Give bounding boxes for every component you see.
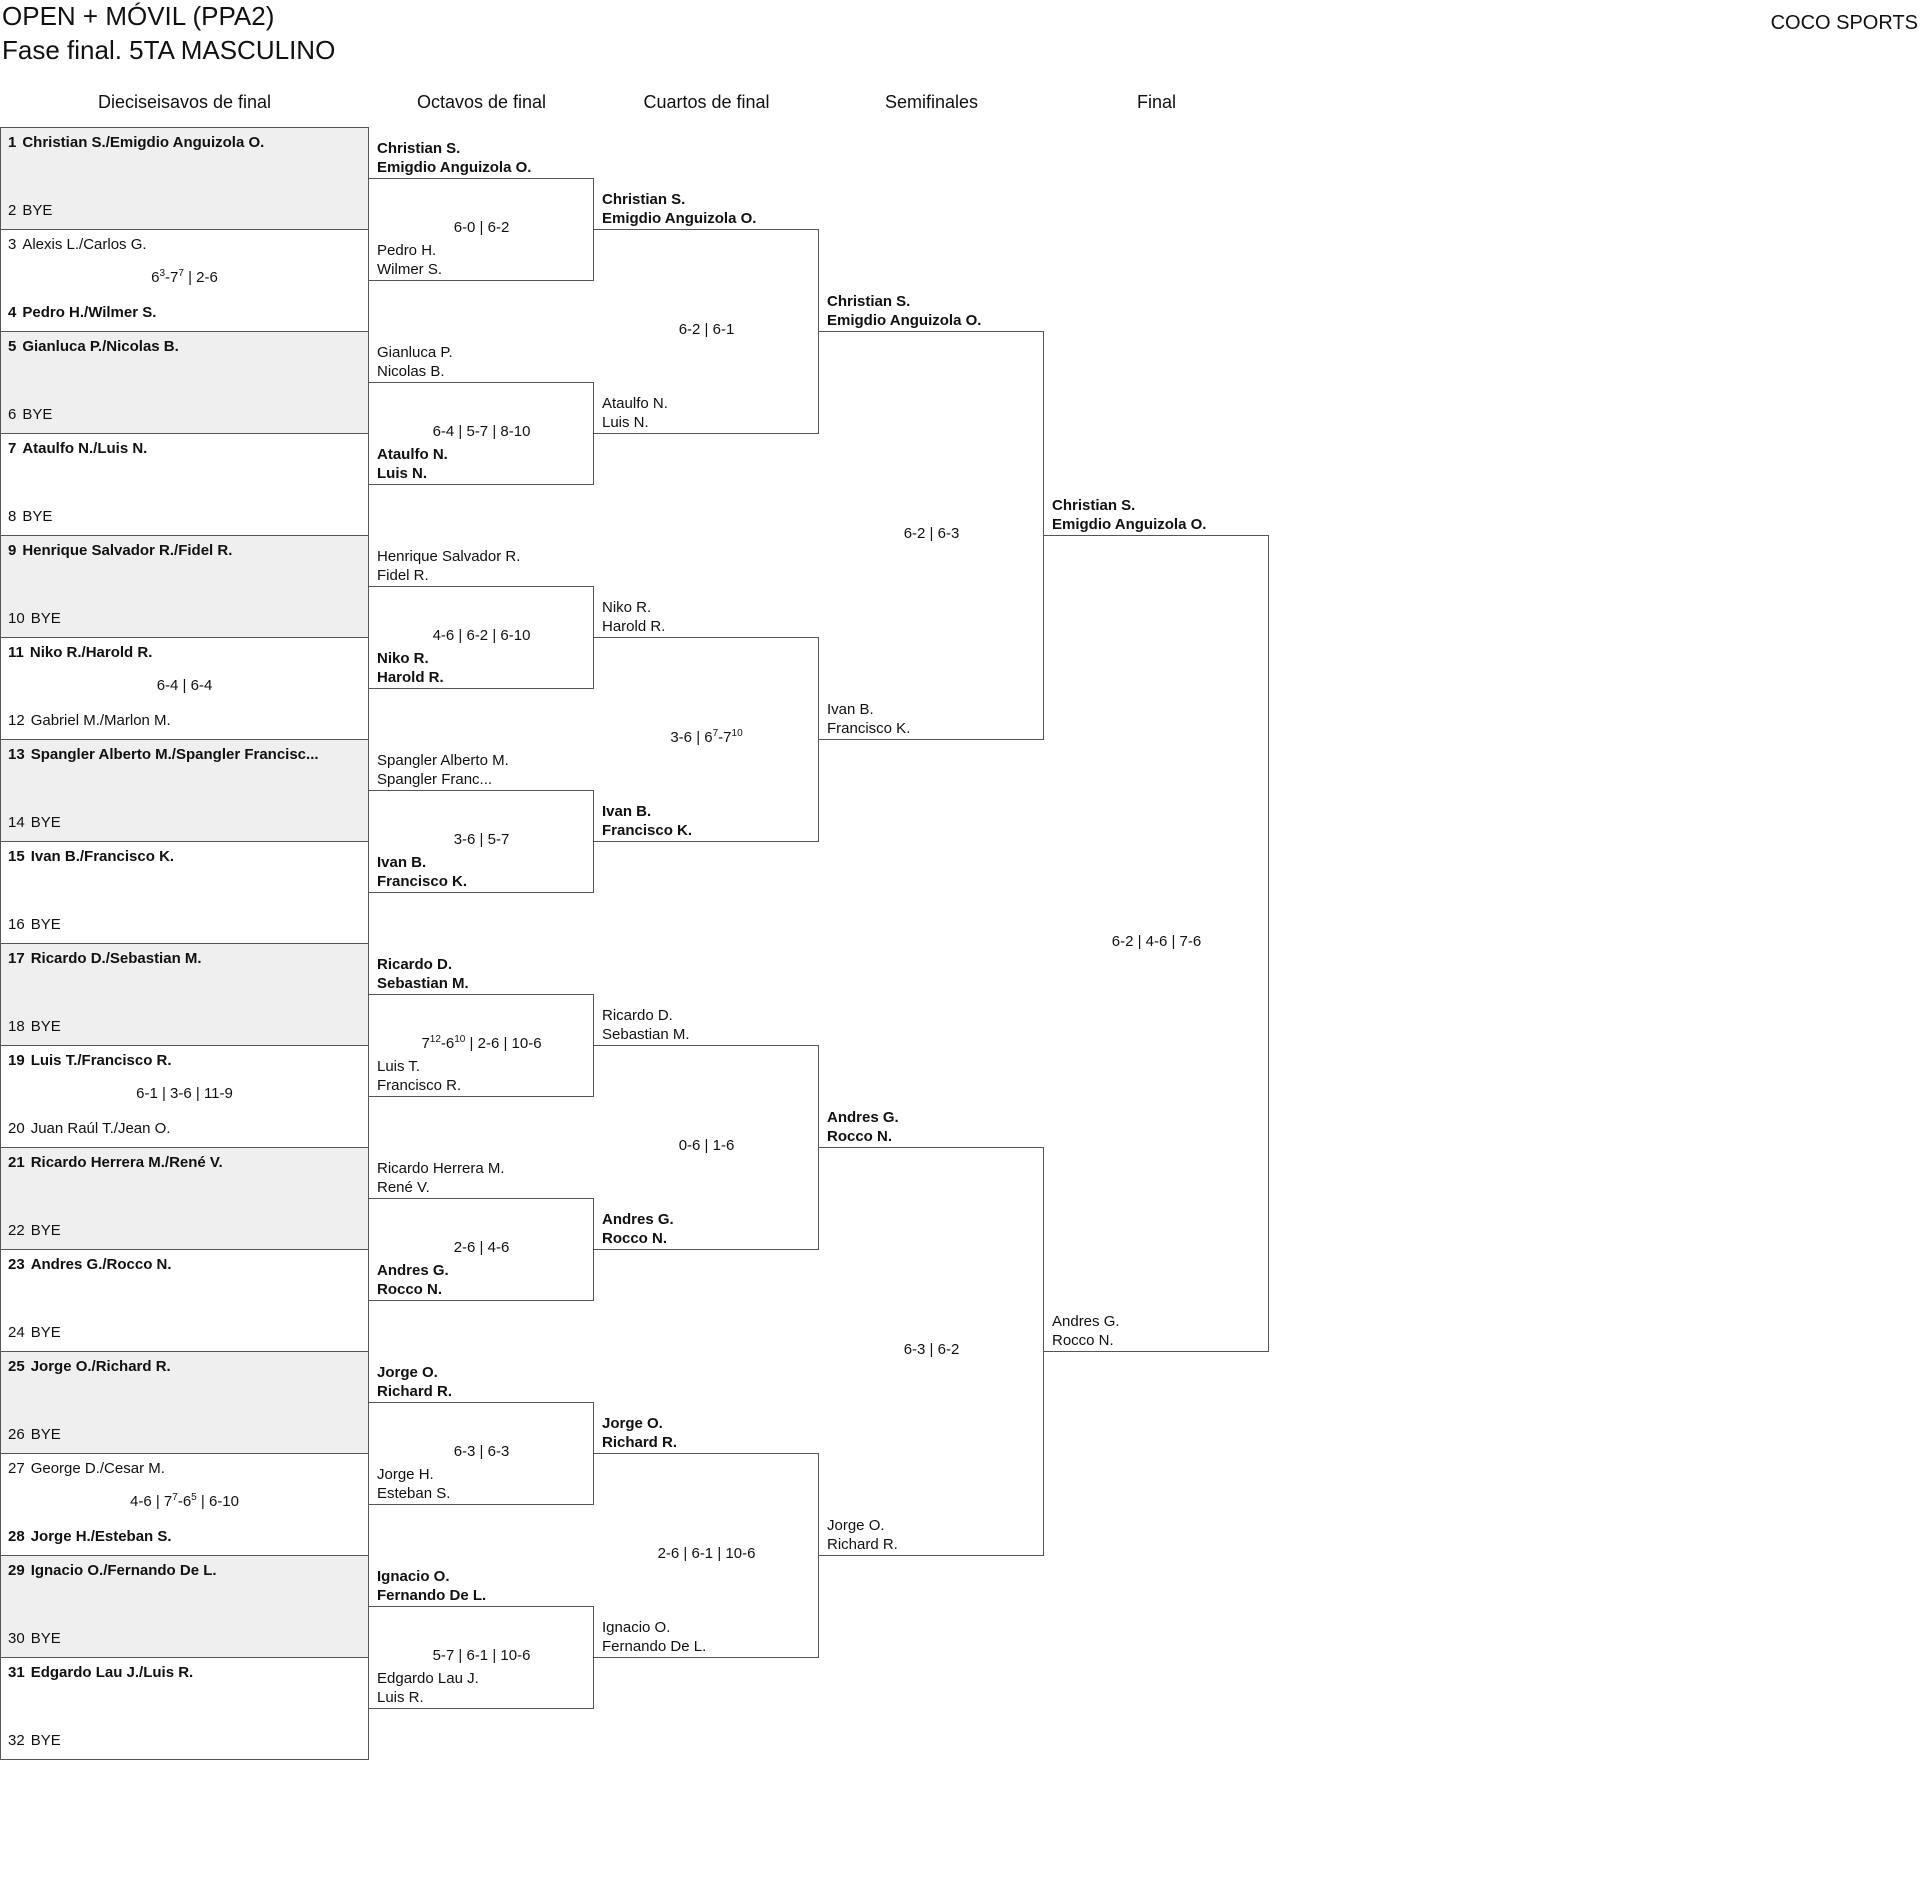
team-name: Ricardo D./Sebastian M. (30, 950, 202, 967)
seed-number: 2 (8, 202, 17, 219)
player-name: Andres G. (377, 1262, 449, 1279)
seed-number: 4 (8, 304, 17, 321)
seed-number: 12 (8, 712, 25, 729)
player-name: René V. (377, 1179, 430, 1196)
seed-number: 13 (8, 746, 25, 763)
r1-seed-top[interactable] (8, 1358, 171, 1375)
r2-score: $7^{12}-6^{10}$ | 2-6 | 10-6 (421, 1034, 542, 1052)
team-name: BYE (22, 202, 53, 219)
seed-number: 29 (8, 1562, 25, 1579)
r1-seed-top[interactable] (8, 542, 232, 559)
team-name: BYE (30, 1630, 61, 1647)
player-name: Francisco K. (827, 720, 911, 737)
r4-team-top[interactable] (827, 1108, 899, 1146)
player-name: Harold R. (377, 669, 444, 686)
player-name: Francisco K. (377, 873, 468, 890)
r3-team-bottom[interactable] (602, 1618, 706, 1656)
r2-team-top[interactable] (377, 1567, 486, 1605)
r3-team-top[interactable] (602, 1414, 677, 1452)
team-name: Alexis L./Carlos G. (22, 236, 147, 253)
r4-team-top[interactable] (827, 292, 981, 330)
seed-number: 10 (8, 610, 25, 627)
team-name: Juan Raúl T./Jean O. (30, 1120, 171, 1137)
r1-seed-top[interactable] (8, 848, 174, 865)
player-name: Andres G. (827, 1109, 899, 1126)
r1-seed-top[interactable] (8, 134, 264, 151)
brand-name: COCO SPORTS (1770, 12, 1918, 34)
r1-seed-top[interactable] (8, 1664, 193, 1681)
r1-seed-top[interactable] (8, 440, 147, 457)
player-name: Luis N. (602, 414, 649, 431)
seed-number: 7 (8, 440, 17, 457)
r3-team-bottom[interactable] (602, 394, 668, 432)
player-name: Ricardo Herrera M. (377, 1160, 505, 1177)
r1-seed-bottom[interactable] (8, 1426, 61, 1443)
player-name: Andres G. (1052, 1313, 1120, 1330)
r2-team-bottom[interactable] (377, 649, 444, 687)
team-name: Jorge H./Esteban S. (30, 1528, 172, 1545)
player-name: Ignacio O. (602, 1619, 671, 1636)
seed-number: 3 (8, 236, 17, 253)
r1-score: 4-6 | $7^7-6^5$ | 6-10 (130, 1492, 239, 1510)
r3-score: 3-6 | $6^7-7^{10}$ (670, 728, 743, 746)
team-name: Ataulfo N./Luis N. (22, 440, 148, 457)
r3-score: 2-6 | 6-1 | 10-6 (657, 1545, 756, 1562)
seed-number: 28 (8, 1528, 25, 1545)
team-name: BYE (30, 814, 61, 831)
player-name: Fernando De L. (602, 1638, 707, 1655)
seed-number: 8 (8, 508, 17, 525)
player-name: Ivan B. (827, 701, 874, 718)
r3-team-top[interactable] (602, 1006, 690, 1044)
seed-number: 16 (8, 916, 25, 933)
r2-team-bottom[interactable] (377, 853, 467, 891)
r5-score: 6-2 | 4-6 | 7-6 (1111, 933, 1202, 950)
seed-number: 25 (8, 1358, 25, 1375)
r2-score: 6-3 | 6-3 (453, 1443, 510, 1460)
r1-seed-bottom[interactable] (8, 712, 171, 729)
team-name: Niko R./Harold R. (29, 644, 153, 661)
team-name: BYE (30, 610, 61, 627)
player-name: Jorge O. (827, 1517, 885, 1534)
r1-seed-top[interactable] (8, 1052, 172, 1069)
player-name: Emigdio Anguizola O. (377, 159, 532, 176)
r1-seed-top[interactable] (8, 1460, 165, 1477)
player-name: Richard R. (377, 1383, 453, 1400)
round-header-r3: Cuartos de final (643, 92, 770, 112)
player-name: Jorge O. (602, 1415, 663, 1432)
seed-number: 31 (8, 1664, 25, 1681)
r3-team-top[interactable] (602, 190, 756, 228)
player-name: Richard R. (827, 1536, 898, 1553)
seed-number: 22 (8, 1222, 25, 1239)
player-name: Emigdio Anguizola O. (1052, 516, 1207, 533)
r2-score: 6-4 | 5-7 | 8-10 (432, 423, 531, 440)
seed-number: 17 (8, 950, 25, 967)
player-name: Fidel R. (377, 567, 429, 584)
r4-score: 6-3 | 6-2 (903, 1341, 960, 1358)
team-name: Christian S./Emigdio Anguizola O. (22, 134, 265, 151)
r1-score: 6-1 | 3-6 | 11-9 (136, 1085, 233, 1102)
seed-number: 30 (8, 1630, 25, 1647)
round-header-r1: Dieciseisavos de final (97, 92, 272, 112)
player-name: Christian S. (827, 293, 911, 310)
player-name: Luis T. (377, 1058, 421, 1075)
player-name: Sebastian M. (602, 1026, 690, 1043)
r2-score: 5-7 | 6-1 | 10-6 (432, 1647, 531, 1664)
team-name: Andres G./Rocco N. (30, 1256, 172, 1273)
r2-team-top[interactable] (377, 1159, 505, 1197)
seed-number: 24 (8, 1324, 25, 1341)
player-name: Henrique Salvador R. (377, 548, 521, 565)
r2-team-top[interactable] (377, 751, 509, 789)
player-name: Spangler Franc... (377, 771, 493, 788)
player-name: Niko R. (602, 599, 652, 616)
team-name: Henrique Salvador R./Fidel R. (22, 542, 233, 559)
r1-seed-bottom[interactable] (8, 1732, 61, 1749)
r1-score: $6^3-7^7$ | 2-6 (151, 268, 218, 286)
player-name: Ignacio O. (377, 1568, 450, 1585)
player-name: Ricardo D. (377, 956, 453, 973)
r3-score: 6-2 | 6-1 (678, 321, 735, 338)
team-name: BYE (30, 1426, 61, 1443)
seed-number: 9 (8, 542, 17, 559)
team-name: Ivan B./Francisco K. (30, 848, 175, 865)
player-name: Francisco R. (377, 1077, 462, 1094)
player-name: Spangler Alberto M. (377, 752, 509, 769)
r2-team-top[interactable] (377, 343, 453, 381)
r2-team-bottom[interactable] (377, 1057, 461, 1095)
player-name: Andres G. (602, 1211, 674, 1228)
player-name: Niko R. (377, 650, 429, 667)
phase-subtitle: Fase final. 5TA MASCULINO (2, 35, 336, 65)
team-name: Spangler Alberto M./Spangler Francisc... (30, 746, 319, 763)
team-name: BYE (22, 406, 53, 423)
r1-seed-bottom[interactable] (8, 304, 156, 321)
r2-score: 3-6 | 5-7 (453, 831, 510, 848)
round-header-r4: Semifinales (884, 92, 979, 112)
player-name: Rocco N. (827, 1128, 893, 1145)
player-name: Ivan B. (377, 854, 427, 871)
player-name: Luis R. (377, 1689, 424, 1706)
r1-seed-top[interactable] (8, 644, 152, 661)
team-name: Edgardo Lau J./Luis R. (30, 1664, 194, 1681)
player-name: Luis N. (377, 465, 428, 482)
r4-score: 6-2 | 6-3 (903, 525, 960, 542)
r1-seed-bottom[interactable] (8, 1018, 61, 1035)
seed-number: 32 (8, 1732, 25, 1749)
team-name: Pedro H./Wilmer S. (22, 304, 157, 321)
r3-team-top[interactable] (602, 598, 665, 636)
r5-team-bottom[interactable] (1052, 1312, 1120, 1350)
r1-seed-top[interactable] (8, 950, 202, 967)
r2-team-bottom[interactable] (377, 1465, 450, 1503)
r5-team-top[interactable] (1052, 496, 1206, 534)
player-name: Jorge H. (377, 1466, 434, 1483)
player-name: Edgardo Lau J. (377, 1670, 479, 1687)
player-name: Rocco N. (1052, 1332, 1114, 1349)
seed-number: 23 (8, 1256, 25, 1273)
player-name: Emigdio Anguizola O. (827, 312, 982, 329)
r2-team-top[interactable] (377, 547, 520, 585)
team-name: George D./Cesar M. (30, 1460, 165, 1477)
seed-number: 6 (8, 406, 17, 423)
player-name: Ataulfo N. (602, 395, 668, 412)
player-name: Christian S. (602, 191, 686, 208)
r1-seed-bottom[interactable] (8, 1222, 61, 1239)
round-header-r5: Final (1136, 92, 1176, 112)
r2-team-top[interactable] (377, 1363, 452, 1401)
r1-seed-top[interactable] (8, 1562, 217, 1579)
player-name: Esteban S. (377, 1485, 451, 1502)
r2-score: 2-6 | 4-6 (453, 1239, 510, 1256)
seed-number: 11 (8, 644, 24, 661)
r1-seed-top[interactable] (8, 338, 179, 355)
team-name: BYE (22, 508, 53, 525)
r2-team-bottom[interactable] (377, 445, 448, 483)
player-name: Gianluca P. (377, 344, 453, 361)
seed-number: 15 (8, 848, 25, 865)
r2-team-bottom[interactable] (377, 1261, 449, 1299)
r1-seed-top[interactable] (8, 236, 147, 253)
player-name: Pedro H. (377, 242, 437, 259)
r2-team-bottom[interactable] (377, 1669, 479, 1707)
player-name: Emigdio Anguizola O. (602, 210, 757, 227)
player-name: Ricardo D. (602, 1007, 673, 1024)
r1-seed-top[interactable] (8, 746, 319, 763)
player-name: Francisco K. (602, 822, 693, 839)
player-name: Christian S. (377, 140, 461, 157)
r1-seed-top[interactable] (8, 1256, 172, 1273)
team-name: Luis T./Francisco R. (30, 1052, 172, 1069)
r1-seed-bottom[interactable] (8, 1630, 61, 1647)
r1-score: 6-4 | 6-4 (156, 677, 213, 694)
team-name: Ignacio O./Fernando De L. (30, 1562, 217, 1579)
seed-number: 20 (8, 1120, 25, 1137)
r2-team-top[interactable] (377, 139, 531, 177)
r1-seed-bottom[interactable] (8, 406, 52, 423)
player-name: Nicolas B. (377, 363, 445, 380)
team-name: BYE (30, 916, 61, 933)
seed-number: 27 (8, 1460, 25, 1477)
player-name: Rocco N. (377, 1281, 443, 1298)
team-name: Ricardo Herrera M./René V. (30, 1154, 223, 1171)
r2-score: 6-0 | 6-2 (453, 219, 510, 236)
r4-team-bottom[interactable] (827, 1516, 898, 1554)
r2-score: 4-6 | 6-2 | 6-10 (432, 627, 531, 644)
r1-seed-bottom[interactable] (8, 1120, 171, 1137)
r4-team-bottom[interactable] (827, 700, 910, 738)
team-name: Gianluca P./Nicolas B. (22, 338, 179, 355)
seed-number: 21 (8, 1154, 25, 1171)
tournament-title: OPEN + MÓVIL (PPA2) (2, 1, 275, 31)
r1-seed-bottom[interactable] (8, 508, 52, 525)
team-name: BYE (30, 1732, 61, 1749)
team-name: Gabriel M./Marlon M. (30, 712, 171, 729)
player-name: Ataulfo N. (377, 446, 448, 463)
r3-team-bottom[interactable] (602, 1210, 674, 1248)
r1-seed-bottom[interactable] (8, 1528, 172, 1545)
seed-number: 5 (8, 338, 17, 355)
player-name: Rocco N. (602, 1230, 668, 1247)
r1-seed-bottom[interactable] (8, 916, 61, 933)
player-name: Fernando De L. (377, 1587, 487, 1604)
r1-seed-bottom[interactable] (8, 202, 52, 219)
team-name: BYE (30, 1324, 61, 1341)
r2-team-bottom[interactable] (377, 241, 442, 279)
player-name: Richard R. (602, 1434, 678, 1451)
r1-seed-bottom[interactable] (8, 1324, 61, 1341)
r3-score: 0-6 | 1-6 (678, 1137, 735, 1154)
team-name: BYE (30, 1018, 61, 1035)
r2-team-top[interactable] (377, 955, 469, 993)
player-name: Ivan B. (602, 803, 652, 820)
player-name: Sebastian M. (377, 975, 469, 992)
team-name: BYE (30, 1222, 61, 1239)
player-name: Jorge O. (377, 1364, 438, 1381)
r3-team-bottom[interactable] (602, 802, 692, 840)
r1-seed-top[interactable] (8, 1154, 223, 1171)
r1-seed-bottom[interactable] (8, 610, 61, 627)
player-name: Christian S. (1052, 497, 1136, 514)
round-header-r2: Octavos de final (416, 92, 547, 112)
seed-number: 1 (8, 134, 17, 151)
r1-seed-bottom[interactable] (8, 814, 61, 831)
seed-number: 26 (8, 1426, 25, 1443)
seed-number: 19 (8, 1052, 25, 1069)
player-name: Wilmer S. (377, 261, 442, 278)
team-name: Jorge O./Richard R. (30, 1358, 171, 1375)
seed-number: 14 (8, 814, 25, 831)
seed-number: 18 (8, 1018, 25, 1035)
player-name: Harold R. (602, 618, 666, 635)
